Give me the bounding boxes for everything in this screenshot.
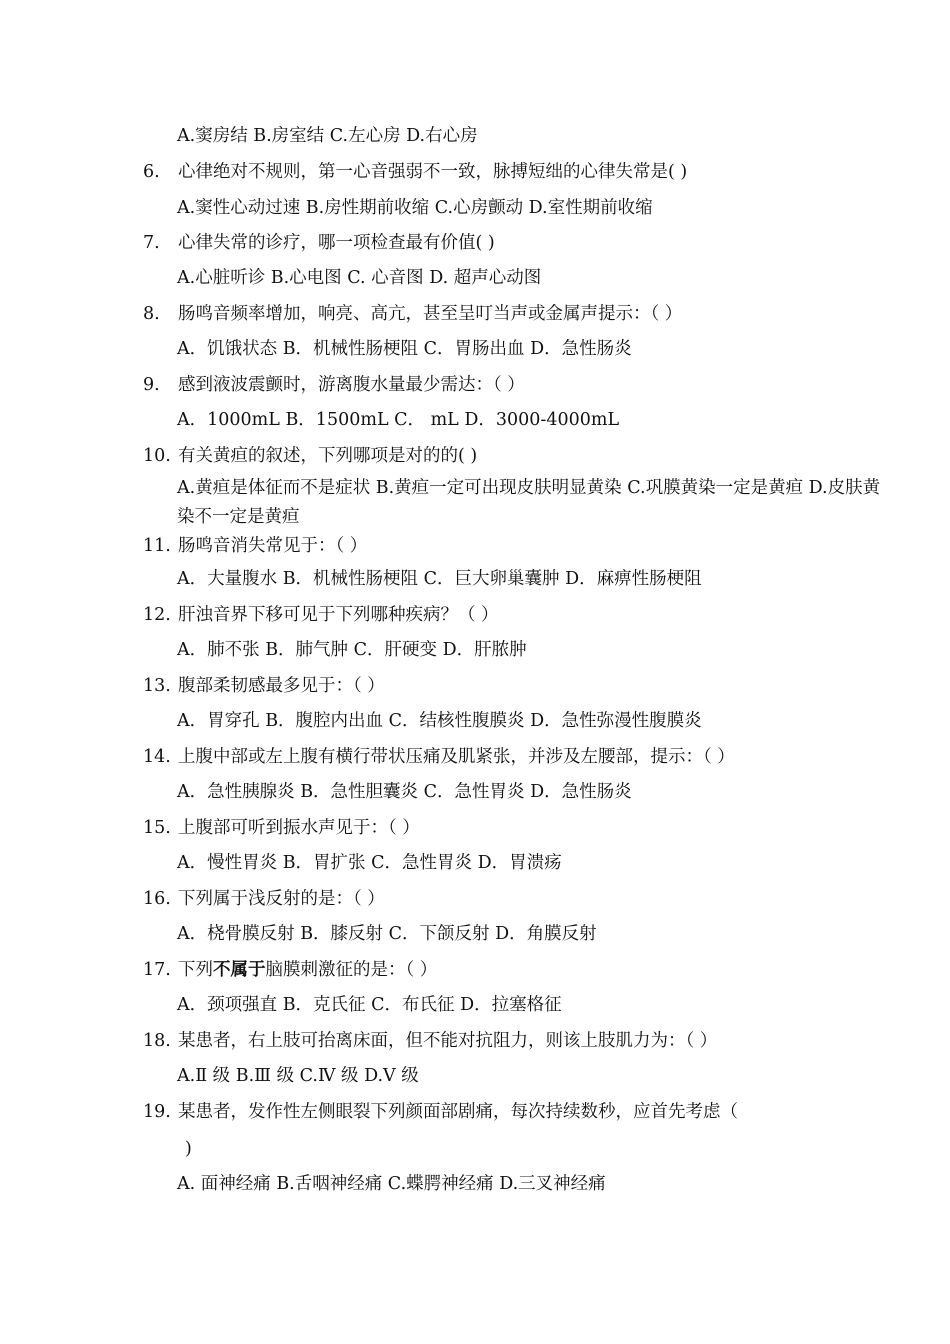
question-16	[143, 887, 385, 911]
question-number: 14.	[143, 747, 171, 767]
question-12	[143, 603, 499, 627]
question-text: 下列属于浅反射的是：（ ）	[178, 889, 385, 909]
question-number: 10.	[143, 446, 171, 466]
question-number: 11.	[143, 536, 171, 556]
question-number: 17.	[143, 960, 171, 980]
options-q17: A．颈项强直 B．克氏征 C．布氏征 D．拉塞格征	[177, 995, 562, 1015]
question-18	[143, 1029, 717, 1053]
question-number: 19.	[143, 1102, 171, 1122]
options-q19: A. 面神经痛 B.舌咽神经痛 C.蝶腭神经痛 D.三叉神经痛	[177, 1174, 606, 1194]
question-text: 某患者，右上肢可抬离床面，但不能对抗阻力，则该上肢肌力为：（ ）	[178, 1031, 718, 1051]
question-14	[143, 745, 735, 769]
question-13	[143, 674, 385, 698]
question-number: 13.	[143, 676, 171, 696]
options-q16: A．桡骨膜反射 B．膝反射 C．下颌反射 D．角膜反射	[177, 924, 597, 944]
question-text: 腹部柔韧感最多见于：（ ）	[178, 676, 385, 696]
options-q18: A.Ⅱ 级 B.Ⅲ 级 C.Ⅳ 级 D.Ⅴ 级	[177, 1066, 419, 1086]
question-text: 心律失常的诊疗，哪一项检查最有价值( )	[178, 233, 495, 253]
question-19	[143, 1100, 738, 1124]
question-15	[143, 816, 420, 840]
question-text-emphasis: 不属于	[213, 960, 266, 980]
question-text: 有关黄疸的叙述，下列哪项是对的的( )	[178, 446, 478, 466]
question-number: 6.	[143, 162, 160, 182]
question-text: 肠鸣音消失常见于：（ ）	[178, 536, 368, 556]
options-q7: A.心脏听诊 B.心电图 C. 心音图 D. 超声心动图	[177, 268, 542, 288]
question-text-post: 脑膜刺激征的是：（ ）	[265, 960, 438, 980]
options-q10: A.黄疸是体征而不是症状 B.黄疸一定可出现皮肤明显黄染 C.巩膜黄染一定是黄疸 D.皮肤黄染不一定是黄疸	[177, 478, 881, 527]
question-11	[143, 534, 367, 558]
question-17	[143, 958, 437, 982]
question-number: 8.	[143, 304, 160, 324]
options-q8: A．饥饿状态 B．机械性肠梗阻 C．胃肠出血 D．急性肠炎	[177, 339, 632, 359]
question-text: 某患者，发作性左侧眼裂下列颜面部剧痛，每次持续数秒，应首先考虑（	[178, 1102, 738, 1122]
question-text: 肝浊音界下移可见于下列哪种疾病？（ ）	[178, 605, 499, 625]
question-text: 上腹部可听到振水声见于：（ ）	[178, 818, 420, 838]
question-text-pre: 下列	[178, 960, 213, 980]
question-number: 12.	[143, 605, 171, 625]
question-number: 9.	[143, 375, 160, 395]
question-number: 15.	[143, 818, 171, 838]
question-number: 16.	[143, 889, 171, 909]
options-q11: A．大量腹水 B．机械性肠梗阻 C．巨大卵巢囊肿 D．麻痹性肠梗阻	[177, 569, 702, 589]
question-7	[143, 231, 495, 255]
options-q6: A.窦性心动过速 B.房性期前收缩 C.心房颤动 D.室性期前收缩	[177, 198, 653, 218]
question-text: 上腹中部或左上腹有横行带状压痛及肌紧张，并涉及左腰部，提示：（ ）	[178, 747, 735, 767]
question-9	[143, 373, 525, 397]
question-6	[143, 160, 687, 184]
question-text: 感到液波震颤时，游离腹水量最少需达：（ ）	[178, 375, 525, 395]
question-8	[143, 302, 682, 326]
options-q12: A．肺不张 B．肺气肿 C．肝硬变 D．肝脓肿	[177, 640, 527, 660]
options-q5: A.窦房结 B.房室结 C.左心房 D.右心房	[177, 126, 478, 146]
question-text: 肠鸣音频率增加，响亮、高亢，甚至呈叮当声或金属声提示：（ ）	[178, 304, 683, 324]
options-q15: A．慢性胃炎 B．胃扩张 C．急性胃炎 D．胃溃疡	[177, 853, 562, 873]
question-number: 18.	[143, 1031, 171, 1051]
question-19-continuation: )	[185, 1139, 192, 1159]
question-10	[143, 444, 477, 468]
question-text: 心律绝对不规则，第一心音强弱不一致，脉搏短绌的心律失常是( )	[178, 162, 688, 182]
question-number: 7.	[143, 233, 160, 253]
options-q9: A．1000mL B．1500mL C． mL D．3000-4000mL	[177, 410, 620, 430]
options-q13: A．胃穿孔 B．腹腔内出血 C．结核性腹膜炎 D．急性弥漫性腹膜炎	[177, 711, 702, 731]
options-q14: A．急性胰腺炎 B．急性胆囊炎 C．急性胃炎 D．急性肠炎	[177, 782, 632, 802]
